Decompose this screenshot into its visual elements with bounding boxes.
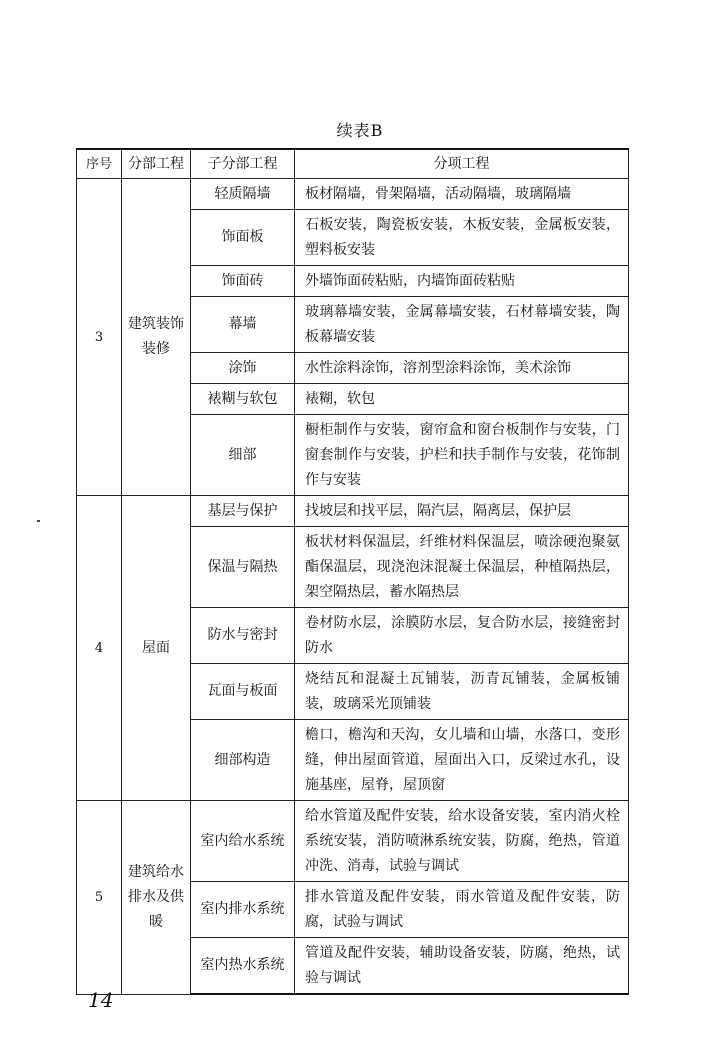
subdivision-name: 饰面砖 (191, 266, 295, 297)
project-division-table (76, 148, 629, 995)
item-list: 水性涂料涂饰，溶剂型涂料涂饰，美术涂饰 (295, 353, 629, 384)
subdivision-name: 防水与密封 (191, 608, 295, 664)
subdivision-name: 基层与保护 (191, 496, 295, 527)
subdivision-name: 室内给水系统 (191, 801, 295, 882)
subdivision-name: 细部构造 (191, 720, 295, 801)
item-list: 给水管道及配件安装，给水设备安装，室内消火栓系统安装，消防喷淋系统安装，防腐，绝热，管道冲洗、消毒，试验与调试 (295, 801, 629, 882)
page-number: 14 (88, 988, 114, 1012)
item-list: 裱糊，软包 (295, 384, 629, 415)
header-items: 分项工程 (295, 149, 629, 179)
item-list: 玻璃幕墙安装，金属幕墙安装，石材幕墙安装，陶板幕墙安装 (295, 297, 629, 353)
header-no: 序号 (77, 149, 122, 179)
item-list: 卷材防水层，涂膜防水层，复合防水层，接缝密封防水 (295, 608, 629, 664)
section-number: 4 (77, 496, 122, 801)
item-list: 板材隔墙，骨架隔墙，活动隔墙，玻璃隔墙 (295, 179, 629, 210)
item-list: 檐口，檐沟和天沟，女儿墙和山墙，水落口，变形缝，伸出屋面管道，屋面出入口，反梁过水孔，设施基座，屋脊，屋顶窗 (295, 720, 629, 801)
scan-speck (37, 520, 40, 522)
table-row (77, 179, 629, 210)
item-list: 找坡层和找平层，隔汽层，隔离层，保护层 (295, 496, 629, 527)
division-name: 建筑装饰装修 (122, 179, 191, 496)
subdivision-name: 裱糊与软包 (191, 384, 295, 415)
header-subdivision: 子分部工程 (191, 149, 295, 179)
table-header-row (77, 149, 629, 179)
subdivision-name: 幕墙 (191, 297, 295, 353)
item-list: 管道及配件安装，辅助设备安装，防腐，绝热，试验与调试 (295, 938, 629, 995)
header-division: 分部工程 (122, 149, 191, 179)
section-number: 5 (77, 801, 122, 995)
table-caption: 续表B (336, 121, 384, 140)
subdivision-name: 饰面板 (191, 210, 295, 266)
subdivision-name: 涂饰 (191, 353, 295, 384)
subdivision-name: 瓦面与板面 (191, 664, 295, 720)
subdivision-name: 室内热水系统 (191, 938, 295, 995)
item-list: 板状材料保温层，纤维材料保温层，喷涂硬泡聚氨酯保温层，现浇泡沫混凝土保温层，种植隔热层，架空隔热层，蓄水隔热层 (295, 527, 629, 608)
subdivision-name: 轻质隔墙 (191, 179, 295, 210)
section-number: 3 (77, 179, 122, 496)
division-name: 建筑给水排水及供暖 (122, 801, 191, 995)
item-list: 石板安装，陶瓷板安装，木板安装，金属板安装，塑料板安装 (295, 210, 629, 266)
table-row (77, 496, 629, 527)
division-name: 屋面 (122, 496, 191, 801)
subdivision-name: 保温与隔热 (191, 527, 295, 608)
item-list: 橱柜制作与安装，窗帘盒和窗台板制作与安装，门窗套制作与安装，护栏和扶手制作与安装，花饰制作与安装 (295, 415, 629, 496)
table-row (77, 801, 629, 882)
subdivision-name: 室内排水系统 (191, 882, 295, 938)
item-list: 烧结瓦和混凝土瓦铺装，沥青瓦铺装，金属板铺装，玻璃采光顶铺装 (295, 664, 629, 720)
subdivision-name: 细部 (191, 415, 295, 496)
item-list: 外墙饰面砖粘贴，内墙饰面砖粘贴 (295, 266, 629, 297)
item-list: 排水管道及配件安装，雨水管道及配件安装，防腐，试验与调试 (295, 882, 629, 938)
